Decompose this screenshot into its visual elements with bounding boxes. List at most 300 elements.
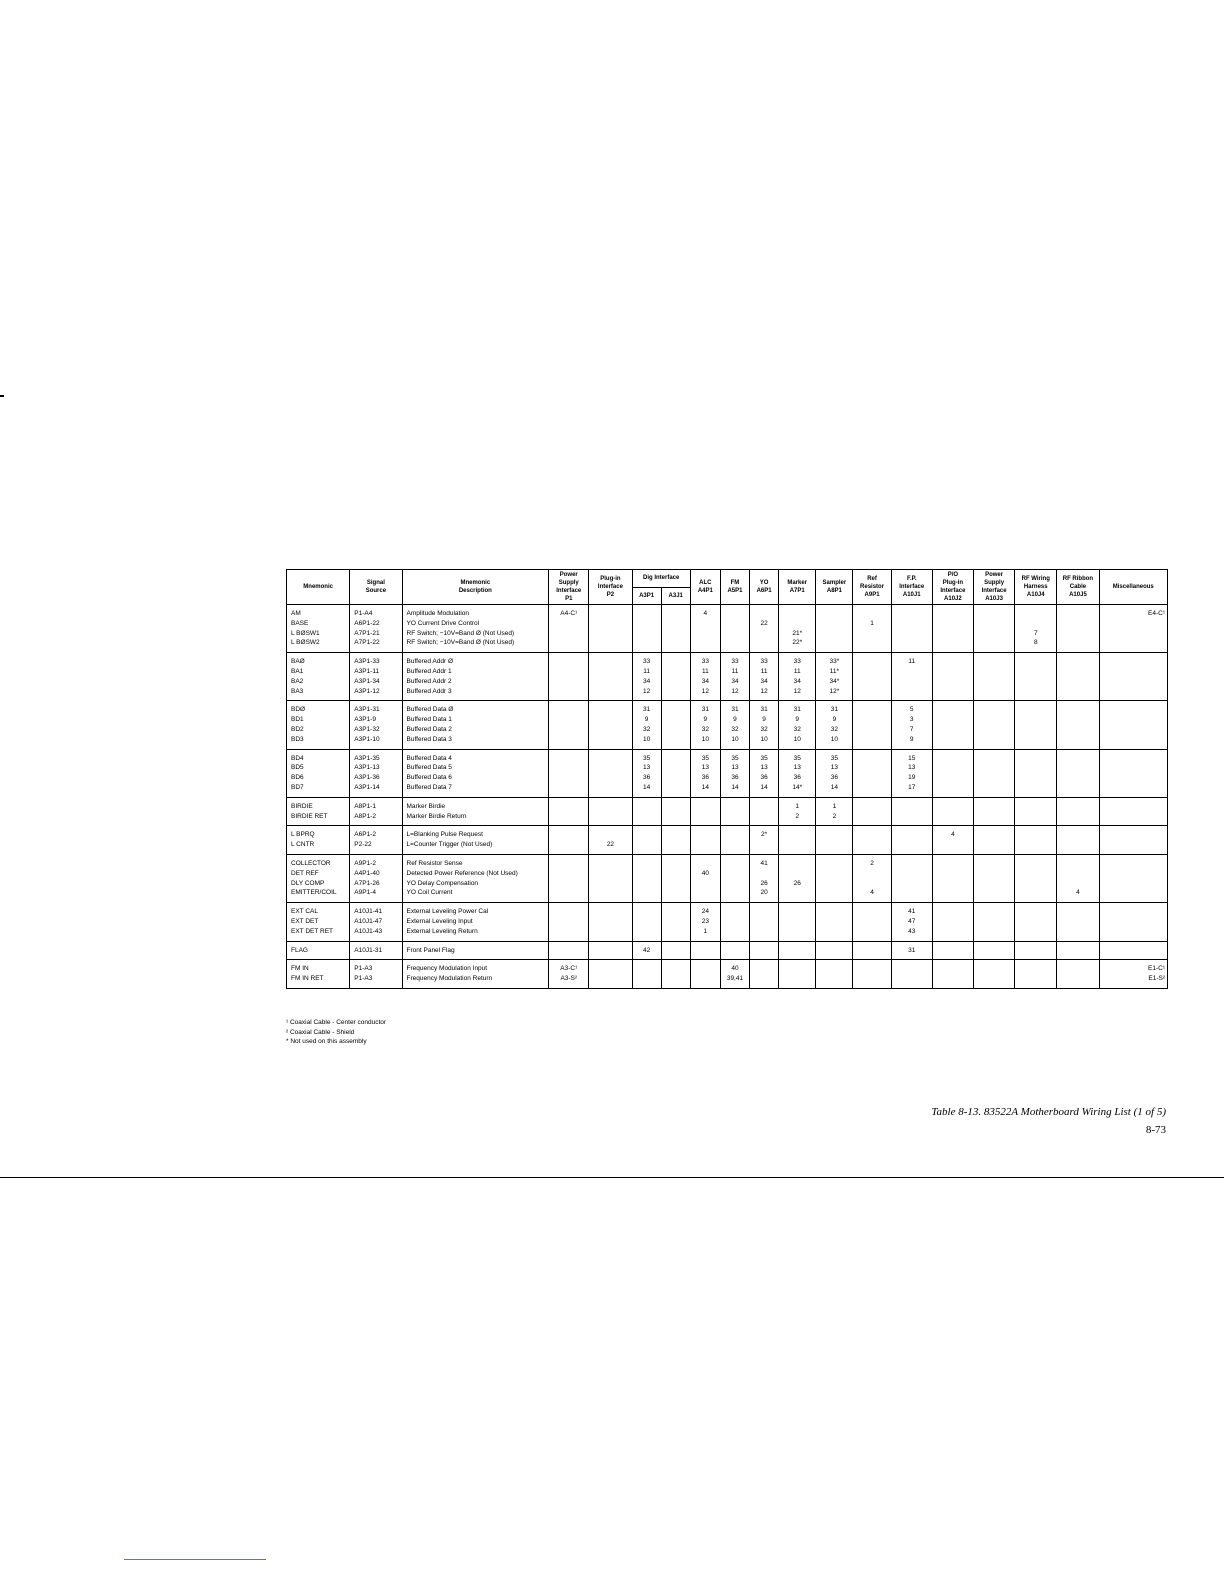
cell-ps-a10j3 [973,960,1014,989]
cell-line [721,609,749,619]
cell-line [779,946,815,956]
cell-source [350,854,402,902]
cell-line: 1 [795,802,800,810]
cell-line: E1-S² [1148,975,1165,983]
cell-ps-p1 [549,903,589,941]
cell-line [816,927,852,937]
cell-line [779,964,815,974]
cell-a3p1 [632,826,661,855]
cell-line: 33 [760,658,768,666]
cell-line: EXT DET [291,917,319,925]
cell-plugin-p2 [589,960,632,989]
header-line: Interface [940,588,966,594]
cell-line [662,609,690,619]
cell-line [853,667,890,677]
header-line: Description [458,588,492,594]
cell-line: BA3 [291,687,304,695]
header-line: Interface [556,588,582,594]
table-row [287,941,1168,960]
cell-line [933,812,973,822]
cell-line [779,840,815,850]
cell-line [974,917,1014,927]
cell-rf-wiring [1015,797,1057,826]
cell-line [633,869,661,879]
header-line: Supply [984,580,1005,586]
cell-line [974,619,1014,629]
cell-a3j1 [661,854,690,902]
cell-line: 35 [642,754,651,762]
cell-line [662,907,690,917]
page-bottom-rule [0,1177,1224,1178]
cell-ps-p1 [549,854,589,902]
cell-ps-a10j3 [973,826,1014,855]
cell-line [974,687,1014,697]
cell-line [933,974,973,984]
cell-line [1057,859,1098,869]
cell-a3p1 [632,701,661,749]
cell-line [779,927,815,937]
cell-line [662,773,690,783]
cell-line [1015,830,1056,840]
cell-line: L=Counter Trigger (Not Used) [406,841,493,849]
cell-line [779,974,815,984]
cell-line [1104,869,1165,879]
cell-line [691,830,720,840]
header-line: A10J4 [1026,592,1045,598]
cell-marker [779,701,816,749]
cell-line [1057,946,1098,956]
header-line: Mnemonic [303,584,333,590]
cell-line: A4P1-40 [354,869,380,877]
cell-line [549,725,588,735]
cell-alc [690,941,720,960]
cell-plugin-p2 [589,749,632,797]
cell-line [1104,783,1165,793]
footnote-center-conductor: ¹ Coaxial Cable - Center conductor [286,1019,387,1026]
cell-description [402,960,549,989]
cell-po-plugin [932,941,973,960]
cell-marker [779,941,816,960]
cell-line [1104,705,1165,715]
cell-line: 4 [703,610,708,617]
cell-line: 9 [762,716,766,724]
cell-line [691,946,720,956]
cell-line [633,619,661,629]
cell-fm [720,826,749,855]
cell-line [933,802,973,812]
cell-line [589,619,631,629]
cell-line [549,705,588,715]
cell-line [633,840,661,850]
cell-yo [750,797,779,826]
cell-line [549,812,588,822]
cell-line: L BPRQ [291,831,315,839]
cell-line: 34 [793,677,801,685]
cell-line [691,974,720,984]
cell-line: 12 [701,687,709,695]
cell-line [853,802,890,812]
table-row [287,903,1168,941]
cell-line: A3P1-32 [354,725,380,733]
header-line: Source [365,588,387,594]
cell-yo [750,653,779,701]
cell-rf-ribbon [1057,854,1099,902]
header-sampler [816,570,853,605]
cell-ref-resistor [853,701,891,749]
cell-line [974,830,1014,840]
cell-line: 33* [829,658,840,666]
cell-line [662,725,690,735]
cell-line [1015,840,1056,850]
header-line: Mnemonic [460,580,491,586]
cell-line [974,638,1014,648]
cell-line [750,946,778,956]
cell-line [933,629,973,639]
cell-rf-ribbon [1057,701,1099,749]
cell-line: YO Current Drive Control [406,619,480,627]
cell-sampler [816,941,853,960]
cell-line [589,859,631,869]
cell-line [633,907,661,917]
cell-line [974,974,1014,984]
cell-line [974,629,1014,639]
cell-line [779,830,815,840]
cell-line: 32 [793,725,801,733]
cell-line [816,974,852,984]
cell-line [662,917,690,927]
cell-line: 14 [642,783,651,791]
cell-ref-resistor [853,854,891,902]
cell-line [853,773,890,783]
cell-line [816,917,852,927]
cell-line [853,677,890,687]
cell-line [549,715,588,725]
cell-line: Amplitude Modulation [406,610,470,617]
cell-sampler [816,701,853,749]
cell-line [1057,879,1098,889]
cell-fp-interface [891,854,932,902]
cell-line: 15 [908,754,916,762]
header-alc [690,570,720,605]
cell-plugin-p2 [589,854,632,902]
cell-line [853,869,890,879]
cell-line [662,927,690,937]
table-row [287,854,1168,902]
header-line: Supply [558,580,579,586]
cell-misc [1099,797,1167,826]
cell-line [750,917,778,927]
cell-line [1057,657,1098,667]
cell-line [691,629,720,639]
cell-line [662,754,690,764]
cell-line: 9 [909,735,914,743]
cell-line: 33 [793,658,801,666]
cell-line: 32 [760,725,768,733]
cell-line [1057,763,1098,773]
cell-line [933,715,973,725]
cell-line: 32 [830,725,838,733]
cell-rf-ribbon [1057,941,1099,960]
cell-misc [1099,605,1167,653]
cell-line: Buffered Addr Ø [406,658,454,666]
cell-line: EMITTER/COIL [291,889,337,897]
cell-line [589,725,631,735]
cell-line [1104,907,1165,917]
cell-line [892,812,932,822]
cell-line: COLLECTOR [291,859,331,867]
cell-line: FM IN [291,965,309,973]
cell-description [402,797,549,826]
cell-line [974,763,1014,773]
cell-line [816,619,852,629]
cell-line [633,964,661,974]
header-line: P2 [606,592,615,598]
cell-line [1057,687,1098,697]
cell-line: P1-A4 [354,610,373,617]
cell-line [549,907,588,917]
cell-yo [750,605,779,653]
cell-line [974,859,1014,869]
cell-line [1015,609,1056,619]
cell-line [892,840,932,850]
cell-line: 13 [760,764,768,772]
cell-line [1015,812,1056,822]
cell-line [1104,754,1165,764]
cell-line [589,917,631,927]
cell-line [589,879,631,889]
cell-ref-resistor [853,941,891,960]
header-line: Sampler [822,580,847,586]
cell-line: Buffered Data 3 [406,735,452,743]
cell-line: 36 [642,774,651,782]
cell-line [1104,812,1165,822]
table-row [287,605,1168,653]
cell-line [1104,715,1165,725]
cell-mnemonic [287,749,350,797]
cell-alc [690,749,720,797]
cell-line [933,840,973,850]
cell-line [589,667,631,677]
cell-line [1057,907,1098,917]
table-row [287,749,1168,797]
cell-line: A4-C¹ [560,610,578,617]
cell-line: A3-C¹ [560,965,578,973]
cell-description [402,903,549,941]
cell-line [853,783,890,793]
cell-a3j1 [661,797,690,826]
cell-line [933,609,973,619]
cell-line [933,783,973,793]
cell-ref-resistor [853,653,891,701]
header-line: Resistor [860,584,885,590]
header-line: YO [759,580,769,586]
cell-line [1057,869,1098,879]
cell-line [933,917,973,927]
cell-line [1015,859,1056,869]
cell-line: 13 [731,764,739,772]
cell-line [1057,830,1098,840]
cell-line [1015,783,1056,793]
cell-alc [690,826,720,855]
cell-plugin-p2 [589,701,632,749]
cell-line [853,725,890,735]
cell-source [350,826,402,855]
cell-line [1057,964,1098,974]
cell-line [853,927,890,937]
cell-mnemonic [287,797,350,826]
cell-line: 32 [731,725,739,733]
cell-line [974,609,1014,619]
cell-rf-ribbon [1057,653,1099,701]
cell-line [589,830,631,840]
cell-line [1104,859,1165,869]
cell-po-plugin [932,701,973,749]
cell-line [662,879,690,889]
cell-line: 31 [731,706,739,714]
cell-line [1057,754,1098,764]
cell-line: 34 [642,677,651,685]
cell-line: BD2 [291,725,304,733]
cell-line: 33 [701,658,709,666]
cell-line: 12 [793,687,801,695]
cell-fm [720,797,749,826]
header-line: A10J2 [944,596,962,602]
cell-mnemonic [287,903,350,941]
cell-line [816,830,852,840]
cell-marker [779,653,816,701]
cell-ps-p1 [549,605,589,653]
cell-line [974,783,1014,793]
cell-ps-p1 [549,653,589,701]
cell-fm [720,903,749,941]
cell-misc [1099,826,1167,855]
cell-line [853,735,890,745]
cell-line: EXT DET RET [291,927,334,935]
cell-line: Buffered Data 1 [406,716,452,724]
cell-line [721,802,749,812]
cell-line: 21* [792,629,803,637]
cell-rf-ribbon [1057,960,1099,989]
cell-line: 11 [643,667,650,675]
cell-line [589,687,631,697]
cell-line [589,888,631,898]
cell-yo [750,701,779,749]
header-dig-interface: Dig Interface [632,570,690,588]
cell-marker [779,605,816,653]
cell-plugin-p2 [589,797,632,826]
cell-line: BA2 [291,677,304,685]
cell-line [721,638,749,648]
cell-line [1015,677,1056,687]
cell-line [1104,667,1165,677]
header-line: A8P1 [826,588,842,594]
cell-line [1015,763,1056,773]
cell-line [933,638,973,648]
cell-line [892,888,932,898]
cell-line: 35 [731,754,739,762]
cell-line [662,638,690,648]
cell-line [750,964,778,974]
cell-line: 10 [760,735,768,743]
cell-rf-ribbon [1057,797,1099,826]
cell-ps-p1 [549,941,589,960]
cell-line [1015,888,1056,898]
cell-line: A3P1-9 [354,716,376,724]
cell-line: 22 [606,841,615,849]
cell-line: 11 [701,667,709,675]
cell-line: 35 [701,754,709,762]
cell-alc [690,854,720,902]
cell-line [589,964,631,974]
cell-line [633,974,661,984]
cell-line [933,763,973,773]
cell-line: Buffered Addr 2 [406,677,452,685]
cell-line [589,677,631,687]
cell-line: BA1 [291,667,304,675]
cell-line [549,754,588,764]
cell-line [892,667,932,677]
cell-line [750,638,778,648]
cell-ps-a10j3 [973,653,1014,701]
cell-line [750,629,778,639]
cell-plugin-p2 [589,653,632,701]
cell-line: BIRDIE [291,802,313,810]
header-line: A7P1 [789,588,805,594]
cell-line: 34 [701,677,709,685]
cell-line [1015,946,1056,956]
cell-line: Buffered Data 4 [406,754,452,762]
cell-line: 1 [703,927,708,935]
header-mnemonic [287,570,350,605]
cell-line [1057,609,1098,619]
cell-line [853,812,890,822]
cell-sampler [816,605,853,653]
cell-line [974,927,1014,937]
header-line: Cable [1069,584,1087,590]
cell-line [892,687,932,697]
cell-line [691,638,720,648]
cell-line: A3P1-31 [354,706,380,714]
cell-ref-resistor [853,826,891,855]
cell-line [589,927,631,937]
cell-line [853,657,890,667]
cell-line: 3 [909,716,914,724]
header-fp-interface [891,570,932,605]
cell-line [589,812,631,822]
cell-line [892,609,932,619]
cell-rf-ribbon [1057,605,1099,653]
cell-line [589,715,631,725]
cell-line: L CNTR [291,841,315,849]
cell-line [1104,657,1165,667]
cell-line: Frequency Modulation Input [406,965,488,973]
cell-line: P1-A3 [354,975,373,983]
header-line: Ref [867,576,877,582]
cell-line [892,879,932,889]
cell-line [1015,869,1056,879]
cell-line: 41 [908,908,916,916]
cell-line: BD4 [291,754,304,762]
cell-a3j1 [661,826,690,855]
cell-line [779,609,815,619]
cell-line: 19 [908,774,916,782]
cell-mnemonic [287,854,350,902]
cell-line [589,802,631,812]
cell-line [816,869,852,879]
cell-line: 11 [731,667,739,675]
cell-line: 11 [793,667,801,675]
corner-rule [124,1559,266,1560]
